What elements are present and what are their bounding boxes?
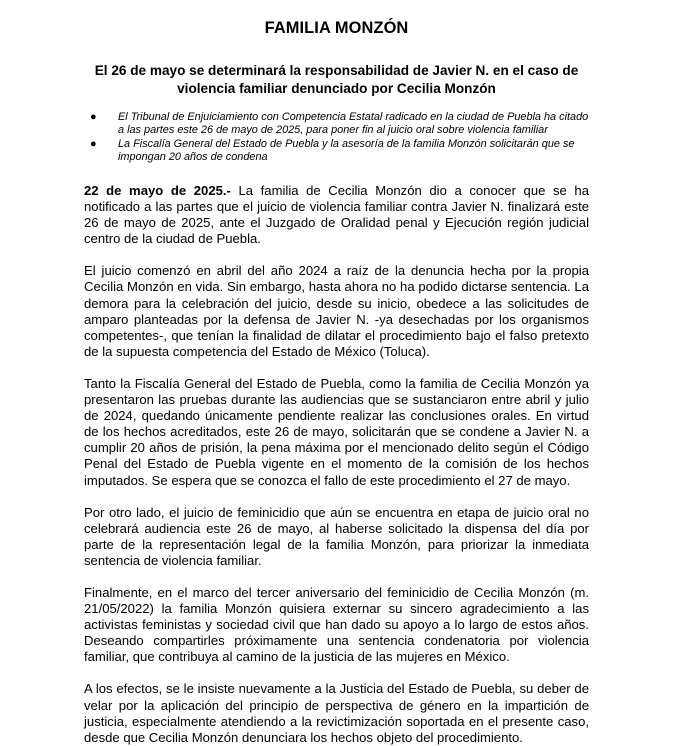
bullet-icon: ● xyxy=(90,111,97,123)
paragraph: Por otro lado, el juicio de feminicidio que aún se encuentra en etapa de juicio oral no celebrará audiencia este 26 de mayo, al haberse solicitado la dispensa del día por parte de la representación legal de la familia Monzón, para priorizar la inmediata sentencia de violencia familiar. xyxy=(84,504,589,568)
bullet-icon: ● xyxy=(90,138,97,150)
paragraph: Finalmente, en el marco del tercer aniversario del feminicidio de Cecilia Monzón (m. 21/05/2022) la familia Monzón quisiera externar su sincero agradecimiento a las activistas feministas y sociedad civil que han dado su apoyo a lo largo de estos años. Deseando compartirles próximamente una sentencia condenatoria por violencia familiar, que contribuya al camino de la justicia de las mujeres en México. xyxy=(84,584,589,665)
document-title: FAMILIA MONZÓN xyxy=(264,19,409,37)
paragraph: Tanto la Fiscalía General del Estado de Puebla, como la familia de Cecilia Monzón ya presentaron las pruebas durante las audiencias que se sustanciaron entre abril y julio de 2024, quedando únicamente pendiente realizar las conclusiones orales. En virtud de los hechos acreditados, este 26 de mayo, solicitarán que se condene a Javier N. a cumplir 20 años de prisión, la pena máxima por el mencionado delito según el Código Penal del Estado de Puebla vigente en el momento de la comisión de los hechos imputados. Se espera que se conozca el fallo de este procedimiento el 27 de mayo. xyxy=(84,375,589,488)
paragraph: El juicio comenzó en abril del año 2024 a raíz de la denuncia hecha por la propia Cecilia Monzón en vida. Sin embargo, hasta ahora no ha podido dictarse sentencia. La demora para la celebración del juicio, desde su inicio, obedece a las solicitudes de amparo planteadas por la defensa de Javier N. -ya desechadas por los organismos competentes-, que tenían la finalidad de dilatar el procedimiento bajo el falso pretexto de la supuesta competencia del Estado de México (Toluca). xyxy=(84,263,589,359)
list-item xyxy=(84,111,589,137)
list-item xyxy=(84,138,589,164)
paragraph: A los efectos, se le insiste nuevamente a la Justicia del Estado de Puebla, su deber de velar por la aplicación del principio de perspectiva de género en la impartición de justicia, especialmente atendiendo a la revictimización soportada en el presente caso, desde que Cecilia Monzón denunciara los hechos objeto del procedimiento. xyxy=(84,681,589,745)
paragraph-intro xyxy=(84,183,589,247)
list-item-text: La Fiscalía General del Estado de Puebla y la asesoría de la familia Monzón solicitarán que se impongan 20 años de condena xyxy=(118,138,575,163)
paragraph-intro-text: La familia de Cecilia Monzón dio a conocer que se ha notificado a las partes que el juicio de violencia familiar contra Javier N. finalizará este 26 de mayo de 2025, ante el Juzgado de Oralidad penal y Ejecución región judicial centro de la ciudad de Puebla. xyxy=(84,183,589,247)
highlights-list xyxy=(84,111,589,164)
document-subtitle: El 26 de mayo se determinará la responsabilidad de Javier N. en el caso de violencia familiar denunciado por Cecilia Monzón xyxy=(94,63,579,96)
list-item-text: El Tribunal de Enjuiciamiento con Competencia Estatal radicado en la ciudad de Puebla ha citado a las partes este 26 de mayo de 2025, para poner fin al juicio oral sobre violencia familiar xyxy=(118,111,589,136)
dateline: 22 de mayo de 2025.- xyxy=(84,183,231,198)
